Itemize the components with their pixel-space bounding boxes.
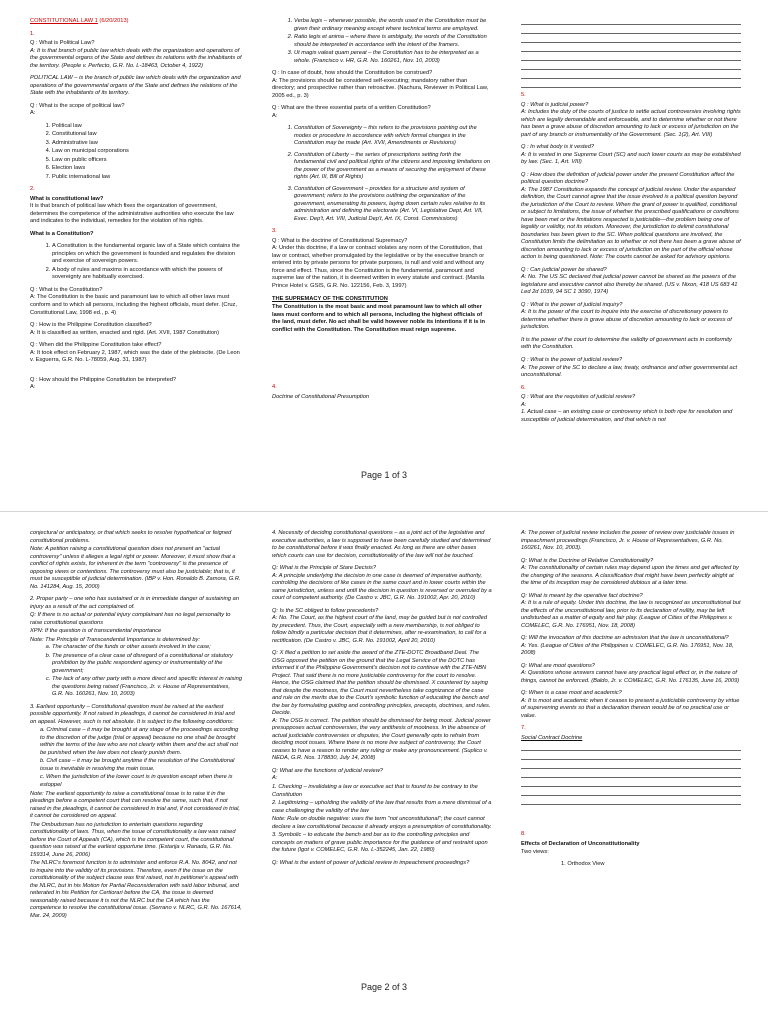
question-text: Q : Can judicial power be shared? xyxy=(521,266,607,273)
function-text: 3. Symbolic – to educate the bench and bar as to the controlling principles and concepts on matters of grave public importance for the guidance of and restraint upon the future (Igot v. COMELEC, G.R. No. L-352245, Jan. 22, 1980) xyxy=(272,832,488,854)
list-item: 5. Law on public officers xyxy=(52,157,242,165)
doc-title-date: (6/20/2013) xyxy=(97,18,129,24)
section-number: 7. xyxy=(521,725,526,732)
section-number: 1. xyxy=(30,30,35,37)
note-text: Note: The earliest opportunity to raise a constitutional issue is to raise it in the pleadings before a competent court that can resolve the same, such that, if not raised in the pleadings, it cannot be considered in trial and, if not considered in trial, it cannot be considered on appeal. xyxy=(30,790,240,820)
question-text: Q: Will the invocation of this doctrine an admission that the law is unconstitutional? xyxy=(521,635,729,642)
list-item: 2. Ratio legis et anima – where there is ambiguity, the words of the Constitution should be interpreted in accordance with the intent of the framers. xyxy=(294,34,492,49)
answer-text: A: No. The US SC declared that judicial power cannot be shared as the powers of the legislature and executive cannot also thereby be shared. (US v. Nixon, 418 US 683 41 Led 2d 1039, 94 SC 1 3090, 1974) xyxy=(521,274,738,296)
section-title: Doctrine of Constitutional Presumption xyxy=(272,393,370,400)
blank-line xyxy=(521,45,741,52)
answer-text: A: It took effect on February 2, 1987, which was the date of the plebiscite. (De Leon v. Esguerra, G.R. No. L-78059, Aug. 31, 1987) xyxy=(30,349,240,364)
question xyxy=(272,608,492,646)
answer-text: A: It is classified as written, enacted and rigid. (Art. XVII, 1987 Constitution) xyxy=(30,329,220,336)
question xyxy=(521,144,741,167)
question-text: Q : What is the power of judicial inquiry? xyxy=(521,301,623,308)
page2-column-3 xyxy=(521,530,741,873)
answer-text: A: The constitutionality of certain rules may depend upon the times and get affected by the changing of the seasons. A classification that might have been perfectly alright at the time of its inception may be considered dubious at a later time. xyxy=(521,565,739,587)
answer-label: A: xyxy=(30,110,36,117)
list-item: 1. Verba legis – whenever possible, the words used in the Constitution must be given their ordinary meaning except where technical terms are employed. xyxy=(294,18,492,33)
question-text: Q: If there is no actual or potential injury complainant has no legal personality to raise constitutional questions xyxy=(30,612,231,626)
question-text: What is a Constitution? xyxy=(30,230,94,237)
condition-text: a. Criminal case – it may be brought at any stage of the proceedings according to the discretion of the judge (trial or appeal) because no one shall be brought within the terms of the law who are not clearly within them and the act shall not be punished when the law does not clearly punish them. xyxy=(40,727,239,756)
section-number: 4. xyxy=(272,384,277,391)
condition-text: c. When the jurisdiction of the lower court is in question except when there is estoppel xyxy=(40,774,233,788)
note-text: Note: The Principle of Transcendental Importance is determined by: xyxy=(30,636,200,643)
blank-line xyxy=(521,798,741,805)
list-item: 7. Public international law xyxy=(52,174,242,182)
question xyxy=(272,650,492,763)
question-text: Q : How is the Philippine Constitution classified? xyxy=(30,322,152,329)
question-text: Q: What is the Principle of Stare Decisis? xyxy=(272,565,376,572)
page-number: Page 1 of 3 xyxy=(360,470,408,480)
list-item: 2. Constitution of Liberty – the series of prescriptions setting forth the fundamental civil and political rights of the citizens and imposing limitations on the power of the government as a means of securing the enjoyment of these rights (Art. III, Bill of Rights) xyxy=(294,152,492,182)
subsection-text: The Constitution is the most basic and most paramount law to which all other laws must conform and to which all persons, including the highest officials of the land, must defer. No act shall be valid however noble its intentions if it is in conflict with the Constitution. The Constitution must reign supreme. xyxy=(272,304,486,333)
blank-line xyxy=(521,54,741,61)
question-text: Q: What is meant by the operative fact doctrine? xyxy=(521,592,643,599)
requisite-text: 3. Earliest opportunity – Constitutional question must be raised at the earliest possible opportunity. If not raised in pleadings, it cannot be considered in trial and on appeal. However, such is not absolute. It is subject to the following conditions: xyxy=(30,703,235,725)
section-title: Effects of Declaration of Unconstitutionality xyxy=(521,840,640,847)
list-item: 3. Administrative law xyxy=(52,140,242,148)
question-text: Q: What is the extent of power of judicial review in impeachment proceedings? xyxy=(272,859,470,866)
section-number: 3. xyxy=(272,228,277,235)
blank-lines xyxy=(521,744,741,805)
answer-label: A: xyxy=(272,775,278,782)
question xyxy=(521,357,741,380)
answer-text: A: It is a rule of equity. Under this doctrine, the law is recognized as unconstitutional but the effects of the unconstitutional law, prior to its declaration of nullity, may be left undisturbed as a matter of equity and fair play. (League of Cities of the Philippines v. COMELEC, G.R. No. 176951, Nov. 18, 2008) xyxy=(521,600,741,629)
question xyxy=(521,172,741,262)
question-text: Q : What is the power of judicial review? xyxy=(521,356,623,363)
section-number: 6. xyxy=(521,384,526,391)
question-text: Q : In case of doubt, how should the Constitution be construed? xyxy=(272,70,433,77)
answer-text: A: A principle underlying the decision in one case is deemed of imperative authority, controlling the decisions of like cases in the same court and in lower courts within the same jurisdiction, unless and until the decision in question is reversed or overruled by a court of competent authority. (De Castro v. JBC, G.R. No. 191002, Apr. 20, 2010) xyxy=(272,572,492,602)
list-item: 3. Ut magis valeat quam pereat – the Constitution has to be interpreted as a whole. (Francisco v. HR, G.R. No. 160261, Nov. 10, 2003) xyxy=(294,50,492,65)
section-number: 2. xyxy=(30,186,35,193)
doc-title-row xyxy=(30,18,242,26)
answer-label: A: xyxy=(272,112,278,119)
question xyxy=(521,690,741,720)
blank-line xyxy=(521,63,741,70)
answer-text: A: The provisions should be considered self-executing; mandatory rather than directory; and prospective rather than retroactive. (Nachura, Reviewer in Political Law, 2005 ed., p. 3) xyxy=(272,77,489,99)
blank-line xyxy=(521,81,741,88)
answer-label: A: xyxy=(30,384,36,391)
question-text: Q: What are moot questions? xyxy=(521,662,595,669)
blank-line xyxy=(521,18,741,25)
list-item: 1. Political law xyxy=(52,123,242,131)
answer-text: A: The 1987 Constitution expands the concept of judicial review. Under the expanded definition, the Court cannot agree that the issue involved is a political question beyond the jurisdiction of the Court to review. When the grant of power is qualified, conditional or subject to limitations, the issue of whether the prescribed qualifications or conditions have been met or the limitations respected is justiciable—the problem being one of legality or validity, not its wisdom. Moreover, the jurisdiction to delimit constitutional boundaries has been given to the SC. When political questions are involved, the Constitution limits the delimitation as to whether or not there has been a grave abuse of discretion amounting to lack or excess of jurisdiction on the part of the official whose action is being questioned. Note: The courts cannot be asked for advisory opinions. xyxy=(521,186,741,261)
section-number: 5. xyxy=(521,92,526,98)
list-item: 6. Election laws xyxy=(52,165,242,173)
list-item: b. The presence of a clear case of disregard of a constitutional or statutory prohibition by the public respondent agency or instrumentality of the government; xyxy=(52,653,242,676)
question-text: Q: When is a case moot and academic? xyxy=(521,690,622,697)
transcendental-list xyxy=(30,644,242,699)
question-text: Q : When did the Philippine Constitution take effect? xyxy=(30,342,162,349)
question-text: Q: Is the SC obliged to follow precedents? xyxy=(272,607,379,614)
question-text: Q : What is the Constitution? xyxy=(30,286,103,293)
blank-line xyxy=(521,744,741,751)
requisite-text: 2. Proper party – one who has sustained or is in immediate danger of sustaining an injury as a result of the act complained of. xyxy=(30,596,239,610)
scope-list xyxy=(30,123,242,182)
blank-line xyxy=(521,771,741,778)
answer-text: A: No. The Court, as the highest court of the land, may be guided but is not controlled by precedent. Thus, the Court, especially with a new membership, is not obliged to follow blindly a particular decision that it determines, after re-examination, to call for a rectification. (De Castro v. JBC, G.R. No. 191002, April 20, 2010) xyxy=(272,615,487,644)
question xyxy=(30,322,242,337)
list-item: 1. Constitution of Sovereignty – this refers to the provisions pointing out the modes or procedure in accordance with which formal changes in the Constitution may be made (Art. XVII, Amendments or Revisions) xyxy=(294,125,492,148)
answer-text: A: It is moot and academic when it ceases to present a justiciable controversy by virtue of supervening events so that a declaration thereon would be of no practical use or value. xyxy=(521,697,740,719)
question xyxy=(521,267,741,297)
question xyxy=(521,558,741,588)
page2-column-1 xyxy=(30,530,242,925)
views-label: Two views: xyxy=(521,849,549,856)
question-text: Q : What is Political Law? xyxy=(30,40,95,47)
question-text: Q: X filed a petition to set aside the award of the ZTE-DOTC Broadband Deal. The OSG opposed the petition on the ground that the Legal Service of the DOTC has informed it of the Philippine Government's decision not to continue with the ZTE-NBN Project. That said there is no more justiciable controversy for the court to resolve. Hence, the OSG claimed that the petition should be dismissed. X countered by saying that despite the mootness, the Court must nevertheless take cognizance of the case and rule on the merits due to the Court's symbolic function of educating the bench and the bar by formulating guiding and controlling principles, precepts, doctrines, and rules. Decide. xyxy=(272,650,491,717)
requisite-text: 4. Necessity of deciding constitutional questions – as a joint act of the legislative and executive authorities, a law is supposed to have been carefully studied and determined to be constitutional before it was finally enacted. As long as there are other bases which courts can use for decision, constitutionality of the law will not be touched. xyxy=(272,530,491,559)
answer-text: A: It is that branch of public law which deals with the organization and operations of the governmental organs of the State and defines its relations with the inhabitants of the territory. (People v. Perfecto, G.R. No. L-18463, October 4, 1922) xyxy=(30,47,242,69)
question-text: What is constitutional law? xyxy=(30,195,104,202)
question xyxy=(30,342,242,365)
section-number: 8. xyxy=(521,831,526,838)
answer-text: POLITICAL LAW – is the branch of public law which deals with the organization and operations of the governmental organs of the State and defines the relations of the State with the inhabitants of its territory. xyxy=(30,75,241,97)
page-2 xyxy=(0,512,768,1024)
list-item: 3. Constitution of Government – provides for a structure and system of government; refers to the provisions outlining the organization of the government, enumerating its powers, laying down certain rules relative to its administration and defining the electorate (Art. VI, Legislative Dept, Art. VII, Exec. Dep't, Art. VIII, Judicial Dep't, Art. IX, Const. Commissions) xyxy=(294,186,492,224)
question xyxy=(272,768,492,783)
question-text: Q : What is the scope of political law? xyxy=(30,102,125,109)
list-item: c. The lack of any other party with a more direct and specific interest in raising the questions being raised (Francisco, Jr. v. House of Representatives, G.R. No. 160261, Nov. 10, 2003) xyxy=(52,676,242,699)
answer-text: A: Includes the duty of the courts of justice to settle actual controversies involving rights which are legally demandable and enforceable, and to determine whether or not there has been a grave abuse of discretion amounting to lack or excess of jurisdiction on the part of any branch or instrumentality of the Government. (Sec. 1(2), Art. VIII) xyxy=(521,109,741,138)
question-text: Q : What is the doctrine of Constitutional Supremacy? xyxy=(272,237,408,244)
answer-text: A: It is vested in one Supreme Court (SC) and such lower courts as may be established by law. (Sec. 1, Art. VIII) xyxy=(521,151,741,166)
question xyxy=(521,663,741,686)
condition-text: b. Civil case – it may be brought anytime if the resolution of the Constitutional issue is inevitable in resolving the main issue. xyxy=(40,758,235,772)
answer-text: 1. Actual case – an existing case or controversy which is both ripe for resolution and susceptible of judicial determination, and that which is not xyxy=(521,409,733,423)
function-text: 1. Checking – invalidating a law or executive act that is found to be contrary to the Constitution xyxy=(272,783,478,798)
answer-label: A: xyxy=(521,401,527,408)
blank-line xyxy=(521,27,741,34)
answer-text: It is that branch of political law which fixes the organization of government, determines the competence of the administrative authorities who execute the law and indicates to the individual, remedies for the violation of his rights. xyxy=(30,203,234,225)
interpretation-list xyxy=(272,18,492,65)
answer-text: conjectural or anticipatory, or that which seeks to resolve hypothetical or feigned constitutional problems. xyxy=(30,530,232,544)
function-text: 2. Legitimizing – upholding the validity of the law that results from a mere dismissal of a case challenging the validity of the law xyxy=(272,800,492,814)
page1-column-3 xyxy=(521,18,741,429)
doc-title: CONSTITUTIONAL LAW 1 xyxy=(30,18,98,24)
blank-line xyxy=(521,36,741,43)
list-item: 4. Law on municipal corporations xyxy=(52,148,242,156)
blank-line xyxy=(521,789,741,796)
view-item: 1. Orthodox View xyxy=(561,860,605,867)
blank-line xyxy=(521,762,741,769)
question xyxy=(521,394,741,424)
section-title: Social Contract Doctrine xyxy=(521,734,583,741)
question-text: Q : How should the Philippine Constitution be interpreted? xyxy=(30,376,177,383)
subsection-title: THE SUPREMACY OF THE CONSTITUTION xyxy=(272,295,388,302)
question xyxy=(30,377,242,392)
question-text: Q : In what body is it vested? xyxy=(521,144,595,151)
parts-list xyxy=(272,125,492,223)
question-text: Q : What is judicial power? xyxy=(521,101,589,108)
question-text: Q : What are the requisites of judicial review? xyxy=(521,394,636,401)
question xyxy=(521,593,741,631)
note-text: Note: A petition raising a constitutional question does not present an "actual controversy" unless it alleges a legal right or power. Moreover, it must show that a conflict of rights exists, for inherent in the term "controversy" is the presence of opposing views or contentions. The controversy must also be justiciable; that is, it must be susceptible of judicial determination. (IBP v. Hon. Ronaldo B. Zamora, G.R. No. 141284, Aug. 15, 2000) xyxy=(30,546,241,590)
exception-text: XPN: If the question is of transcendental importance xyxy=(30,628,162,635)
answer-text: A: It is the power of the court to inquire into the exercise of discretionary powers to determine whether there is grave abuse of discretion amounting to lack or excess of jurisdiction. xyxy=(521,309,732,331)
note-text: The NLRC's foremost function is to administer and enforce R.A. No. 8042, and not to inquire into the validity of its provisions. Therefore, even if the issue on the constitutionality of the subject clause was first raised, not in petitioner's appeal with the NLRC, but in his Motion for Partial Reconsideration with said labor tribunal, and reiterated in his Petition for Certiorari before the CA, the issue is deemed seasonably raised because it is not the NLRC but the CA which has the competence to resolve the constitutional issue. (Serrano v. NLRC, G.R. No. 167614, Mar. 24, 2009) xyxy=(30,860,242,919)
answer-text: A: Questions whose answers cannot have any practical legal effect or, in the nature of things, cannot be enforced. (Baldo, Jr. v. COMELEC, G.R. No. 176135, June 16, 2009) xyxy=(521,670,740,684)
question xyxy=(30,287,242,317)
note-text: The Ombudsman has no jurisdiction to entertain questions regarding constitutionality of laws. Thus, when the issue of constitutionality a law was raised before the Court of Appeals (CA), which is the competent court, the constitutional question was raised at the earliest opportune time. (Estarija v. Ranada, G.R. No. 159314, June 26, 2006) xyxy=(30,821,236,858)
question-text: Q: What is the Doctrine of Relative Constitutionality? xyxy=(521,557,654,564)
list-item: 2. Constitutional law xyxy=(52,131,242,139)
list-item: 1. A Constitution is the fundamental organic law of a State which contains the principles on which the government is founded and regulates the division and exercise of sovereign powers. xyxy=(52,243,242,266)
answer-text: A: Yes. (League of Cities of the Philippines v. COMELEC, G.R. No. 176951, Nov. 18, 2008) xyxy=(521,642,734,657)
blank-line xyxy=(521,780,741,787)
list-item: 2. A body of rules and maxims in accordance with which the powers of sovereignty are habitually exercised. xyxy=(52,267,242,282)
question-text: Q: What are the functions of judicial review? xyxy=(272,767,383,774)
answer-text: A: The Constitution is the basic and paramount law to which all other laws must conform and to which all persons, including the highest officials, must defer. (Cruz, Constitutional Law, 1998 ed., p. 4) xyxy=(30,294,237,316)
blank-line xyxy=(521,72,741,79)
answer-text: It is the power of the court to determine the validity of government acts in conformity with the Constitution. xyxy=(521,336,732,351)
list-item: a. The character of the funds or other assets involved in the case; xyxy=(52,644,242,652)
page1-column-1 xyxy=(30,18,242,397)
note-text: Note: Rule on double negative: uses the term "not unconstitutional"; the court cannot declare a law constitutional because it already enjoys a presumption of constitutionality. xyxy=(272,816,492,830)
blank-lines xyxy=(521,18,741,88)
constitution-list xyxy=(30,243,242,282)
page-number: Page 2 of 3 xyxy=(360,982,408,992)
page2-column-2 xyxy=(272,530,492,872)
answer-text: A: The OSG is correct. The petition should be dismissed for being moot. Judicial power presupposes actual controversies, the very antithesis of mootness. In the absence of actual justiciable controversies or disputes, the Court generally opts to refrain from deciding moot issues. Where there is no more live subject of controversy, the Court ceases to have a reason to render any ruling or make any pronouncement. (Suplico v. NEDA, G.R. Nos. 178830, July 14, 2008) xyxy=(272,717,491,762)
question-text: Q : How does the definition of judicial power under the present Constitution affect the political question doctrine? xyxy=(521,171,735,186)
question xyxy=(272,105,492,120)
answer-text: A: The power of the SC to declare a law, treaty, ordinance and other governmental act unconstitutional. xyxy=(521,364,738,379)
question xyxy=(521,102,741,140)
question xyxy=(521,635,741,658)
question xyxy=(30,40,242,70)
question xyxy=(30,196,242,226)
question xyxy=(272,70,492,100)
blank-line xyxy=(521,753,741,760)
question xyxy=(272,565,492,603)
question-text: Q : What are the three essential parts of a written Constitution? xyxy=(272,105,431,112)
page1-column-2 xyxy=(272,18,492,406)
question xyxy=(272,238,492,291)
answer-text: A: The power of judicial review includes the power of review over justiciable issues in impeachment proceedings (Francisco, Jr. v. House of Representatives, G.R. No. 160261, Nov. 10, 2003). xyxy=(521,530,735,552)
question xyxy=(521,302,741,332)
question xyxy=(30,103,242,118)
answer-text: A: Under this doctrine, if a law or contract violates any norm of the Constitution, that law or contract, whether promulgated by the legislative or by the executive branch or entered into by private persons for private purposes, is null and void and without any force and effect. Thus, since the Constitution is the fundamental, paramount and supreme law of the nation, it is deemed written in every statute and contract. (Manila Prince Hotel v. GSIS, G.R. No. 122156, Feb. 3, 1997) xyxy=(272,245,485,289)
